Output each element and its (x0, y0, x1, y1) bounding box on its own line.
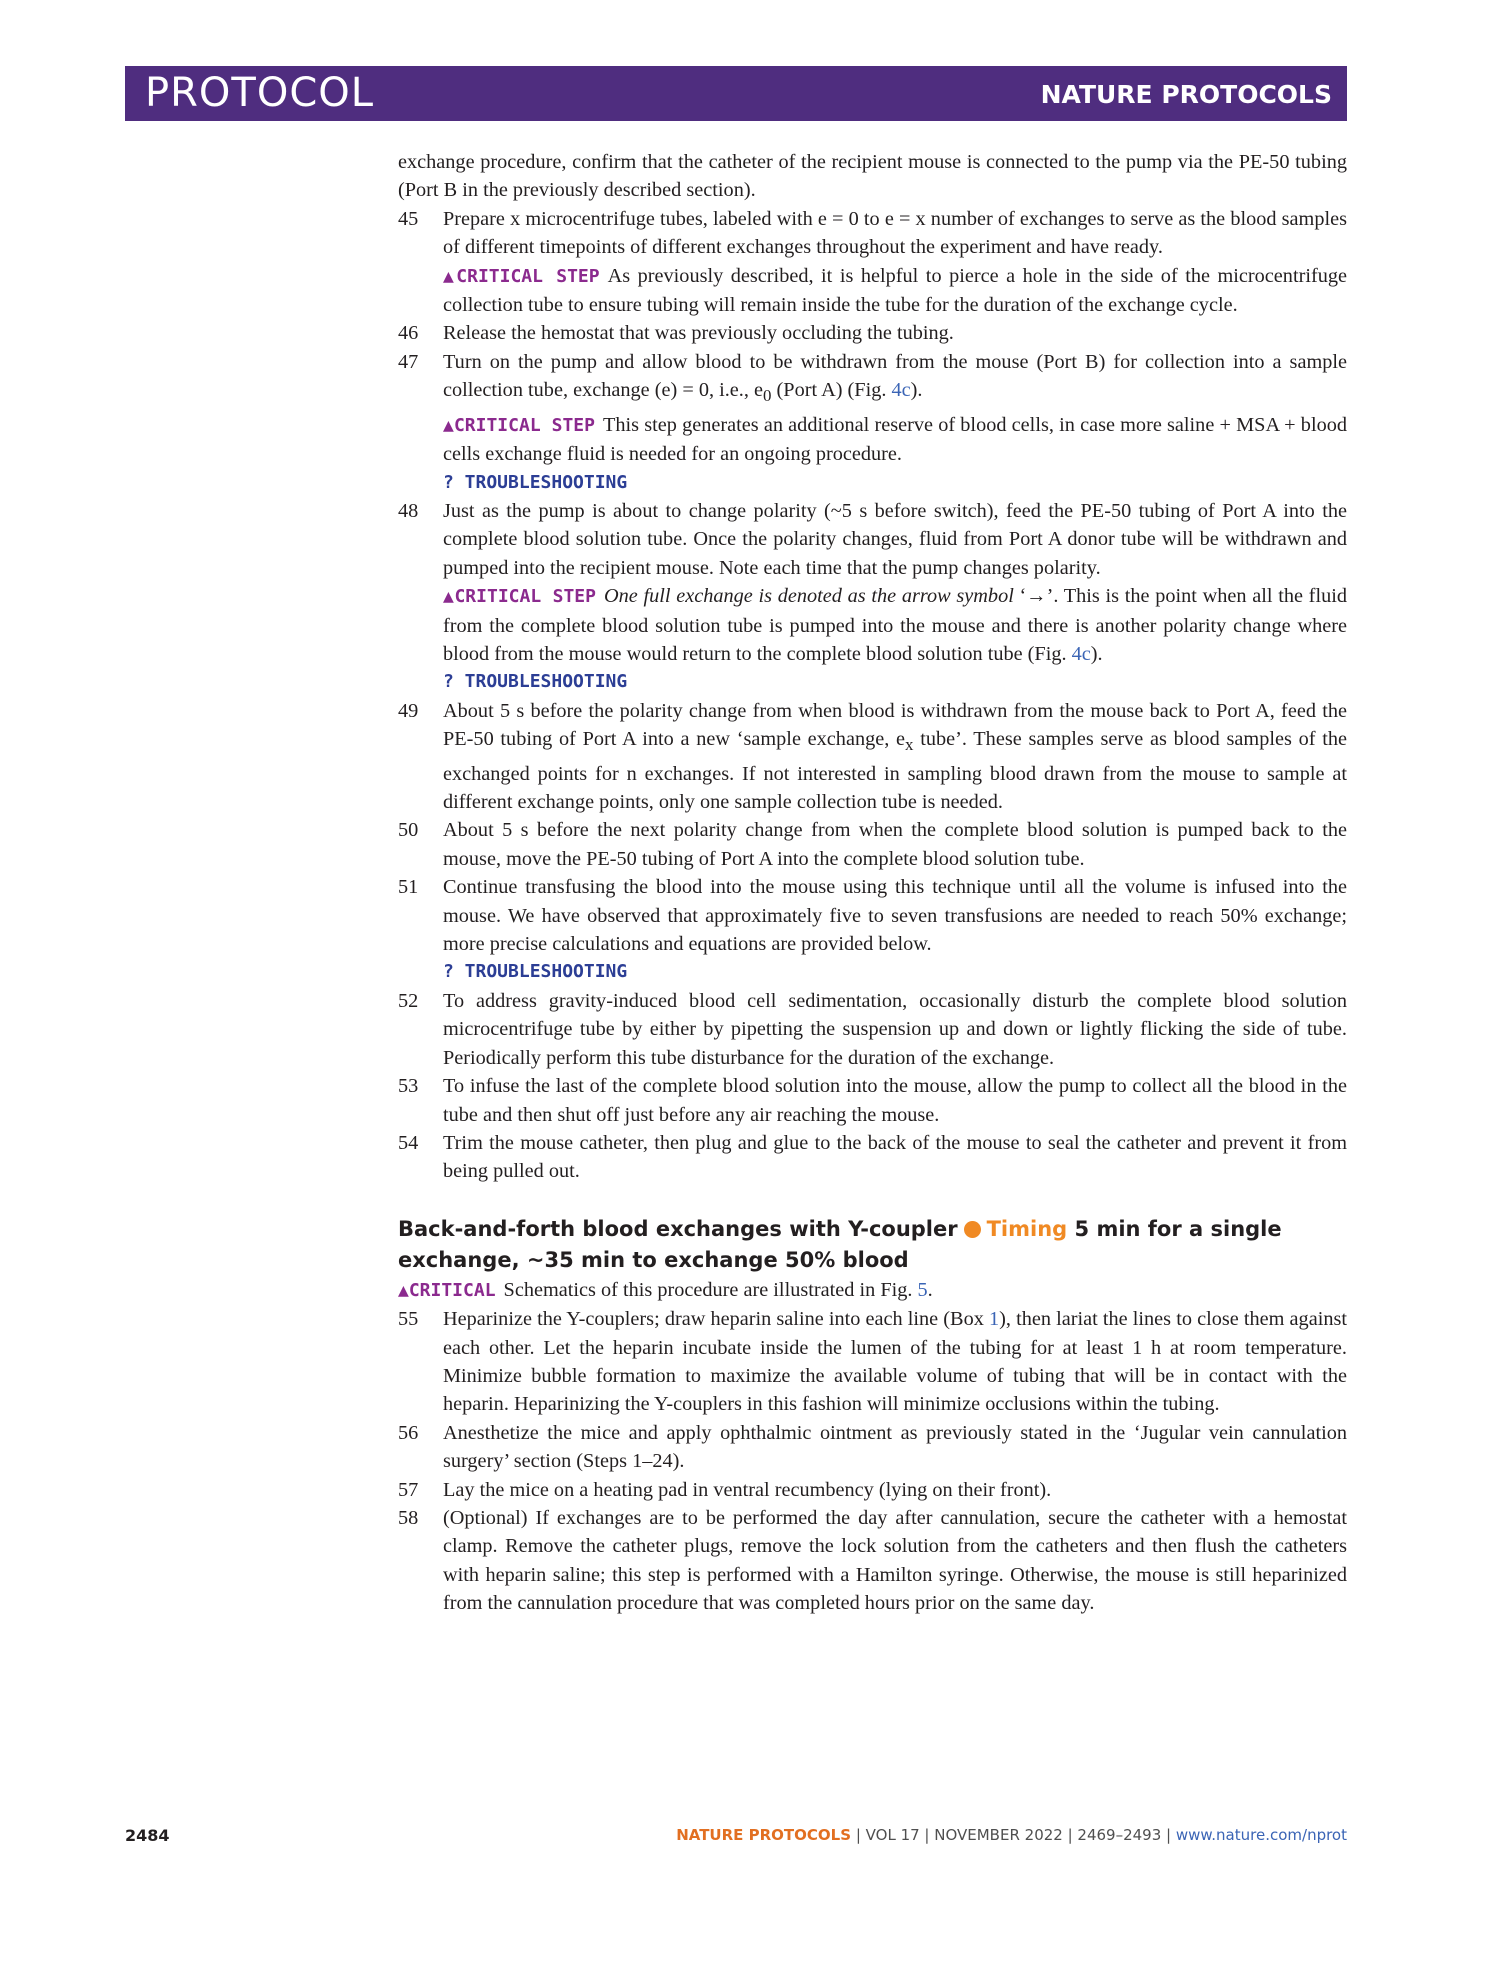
footer-url-link[interactable]: www.nature.com/nprot (1175, 1826, 1347, 1844)
section-label: PROTOCOL (145, 70, 375, 116)
critical-step-note (443, 582, 1347, 668)
step-number: 57 (398, 1478, 419, 1501)
step-number: 56 (398, 1421, 419, 1444)
step-46 (398, 319, 1347, 347)
critical-step-label: ▲CRITICAL STEP (443, 265, 600, 287)
step-number: 52 (398, 989, 419, 1012)
timing-label: Timing (986, 1216, 1068, 1241)
step-53 (398, 1072, 1347, 1129)
step-text: Release the hemostat that was previously occluding the tubing. (443, 322, 954, 345)
critical-label: ▲CRITICAL (398, 1279, 496, 1301)
step-text-part: Heparinize the Y-couplers; draw heparin saline into each line (Box (443, 1308, 989, 1331)
step-number: 50 (398, 819, 419, 842)
figure-link[interactable]: 4c (891, 379, 911, 402)
step-text: To infuse the last of the complete blood solution into the mouse, allow the pump to collect all the blood in the tube and then shut off just before any air reaching the mouse. (443, 1075, 1347, 1126)
step-58 (398, 1504, 1347, 1618)
step-text (443, 697, 1347, 817)
footer-journal: NATURE PROTOCOLS (676, 1826, 852, 1844)
troubleshooting-link[interactable]: ? TROUBLESHOOTING (443, 471, 628, 493)
critical-step-italic: One full exchange is denoted as the arrow symbol (603, 585, 1014, 608)
step-number: 53 (398, 1075, 419, 1098)
figure-link[interactable]: 4c (1071, 642, 1091, 665)
step-number: 49 (398, 699, 419, 722)
step-text-part: tube’. These samples serve as blood samples of the exchanged points for n exchanges. If not interested in sampling blood drawn from the mouse to sample at different exchange points, only one sample collection tube is needed. (443, 728, 1347, 814)
step-54 (398, 1129, 1347, 1186)
header-banner (125, 66, 1347, 121)
step-text: Anesthetize the mice and apply ophthalmic ointment as previously stated in the ‘Jugular vein cannulation surgery’ section (Steps 1–24). (443, 1421, 1347, 1473)
section-title: Back-and-forth blood exchanges with Y-coupler (398, 1216, 958, 1241)
critical-step-text: As previously described, it is helpful to pierce a hole in the side of the microcentrifuge collection tube to ensure tubing will remain inside the tube for the duration of the exchange cycle. (443, 264, 1348, 317)
step-number: 47 (398, 350, 419, 373)
step-number: 58 (398, 1506, 419, 1529)
step-number: 45 (398, 207, 419, 230)
step-number: 54 (398, 1131, 419, 1154)
intro-paragraph: exchange procedure, confirm that the catheter of the recipient mouse is connected to the pump via the PE-50 tubing (Port B in the previously described section). (398, 151, 1347, 202)
step-text-part: (Port A) (Fig. (771, 379, 892, 402)
critical-step-note (443, 411, 1347, 469)
critical-step-note (443, 262, 1347, 320)
subscript: x (905, 735, 914, 755)
step-49 (398, 697, 1347, 817)
step-number: 55 (398, 1308, 419, 1331)
main-content (398, 148, 1347, 1618)
section-heading (398, 1214, 1347, 1276)
timing-text: 5 min for a single exchange, ~35 min to exchange 50% blood (398, 1216, 1282, 1272)
step-text-part: Turn on the pump and allow blood to be withdrawn from the mouse (Port B) for collection into a sample collection tube, exchange (e) = 0, i.e., e (443, 350, 1347, 402)
step-text (443, 1305, 1347, 1419)
step-text-part: ). (910, 379, 923, 402)
step-55 (398, 1305, 1347, 1419)
step-text-part: ), then lariat the lines to close them against each other. Let the heparin incubate inside the lumen of the tubing for at least 1 h at room temperature. Minimize bubble formation to maximize the available volume of tubing that will be in contact with the heparin. Heparinizing the Y-couplers in this fashion will minimize occlusions within the tubing. (443, 1308, 1347, 1416)
step-47 (398, 348, 1347, 411)
critical-end: . (927, 1278, 933, 1301)
page-number: 2484 (125, 1826, 170, 1845)
critical-text: Schematics of this procedure are illustrated in Fig. (503, 1278, 918, 1301)
critical-step-end: ). (1090, 642, 1103, 665)
subscript: 0 (763, 386, 772, 406)
step-45 (398, 205, 1347, 262)
box-link[interactable]: 1 (988, 1308, 1000, 1331)
step-57 (398, 1476, 1347, 1504)
step-number: 48 (398, 499, 419, 522)
critical-step-text: This step generates an additional reserve of blood cells, in case more saline + MSA + blood cells exchange fluid is needed for an ongoing procedure. (443, 413, 1348, 466)
step-51 (398, 873, 1347, 958)
step-56 (398, 1419, 1347, 1476)
step-number: 46 (398, 322, 419, 345)
step-text: Just as the pump is about to change polarity (~5 s before switch), feed the PE-50 tubing of Port A into the complete blood solution tube. Once the polarity changes, fluid from Port A donor tube will be withdrawn and pumped into the recipient mouse. Note each time that the pump changes polarity. (443, 499, 1347, 579)
timing-dot-icon (964, 1221, 981, 1238)
step-text: To address gravity-induced blood cell sedimentation, occasionally disturb the complete blood solution microcentrifuge tube by either by pipetting the suspension up and down or lightly flicking the side of tube. Periodically perform this tube disturbance for the duration of the exchange. (443, 989, 1347, 1069)
journal-name: NATURE PROTOCOLS (1040, 80, 1332, 109)
troubleshooting-link[interactable]: ? TROUBLESHOOTING (443, 671, 628, 693)
step-text: (Optional) If exchanges are to be performed the day after cannulation, secure the catheter with a hemostat clamp. Remove the catheter plugs, remove the lock solution from the catheters and then flush the catheters with heparin saline; this step is performed with a Hamilton syringe. Otherwise, the mouse is still heparinized from the cannulation procedure that was completed hours prior on the same day. (443, 1506, 1347, 1615)
section-critical-note (398, 1276, 1347, 1305)
step-text (443, 348, 1347, 411)
step-text: Trim the mouse catheter, then plug and glue to the back of the mouse to seal the catheter and prevent it from being pulled out. (443, 1131, 1347, 1183)
footer-volume: | VOL 17 | NOVEMBER 2022 | 2469–2493 | (851, 1826, 1176, 1844)
step-text: Prepare x microcentrifuge tubes, labeled with e = 0 to e = x number of exchanges to serve as the blood samples of different timepoints of different exchanges throughout the experiment and have ready. (443, 207, 1347, 259)
step-text: Lay the mice on a heating pad in ventral recumbency (lying on their front). (443, 1478, 1052, 1501)
figure-link[interactable]: 5 (917, 1278, 928, 1301)
troubleshooting-link[interactable]: ? TROUBLESHOOTING (443, 961, 628, 983)
footer-citation (676, 1826, 1347, 1844)
critical-step-label: ▲CRITICAL STEP (443, 586, 596, 608)
step-52 (398, 987, 1347, 1072)
critical-step-label: ▲CRITICAL STEP (443, 414, 595, 436)
step-text: Continue transfusing the blood into the mouse using this technique until all the volume is infused into the mouse. We have observed that approximately five to seven transfusions are needed to reach 50% exchange; more precise calculations and equations are provided below. (443, 876, 1347, 956)
step-number: 51 (398, 876, 419, 899)
step-text: About 5 s before the next polarity change from when the complete blood solution is pumped back to the mouse, move the PE-50 tubing of Port A into the complete blood solution tube. (443, 819, 1347, 870)
step-text-part: About 5 s before the polarity change from when blood is withdrawn from the mouse back to Port A, feed the PE-50 tubing of Port A into a new ‘sample exchange, e (443, 699, 1347, 751)
step-48 (398, 497, 1347, 582)
step-50 (398, 816, 1347, 873)
critical-step-text: ‘→’. This is the point when all the fluid from the complete blood solution tube is pumped into the mouse and there is another polarity change where blood from the mouse would return to the complete blood solution tube (Fig. (443, 585, 1347, 665)
